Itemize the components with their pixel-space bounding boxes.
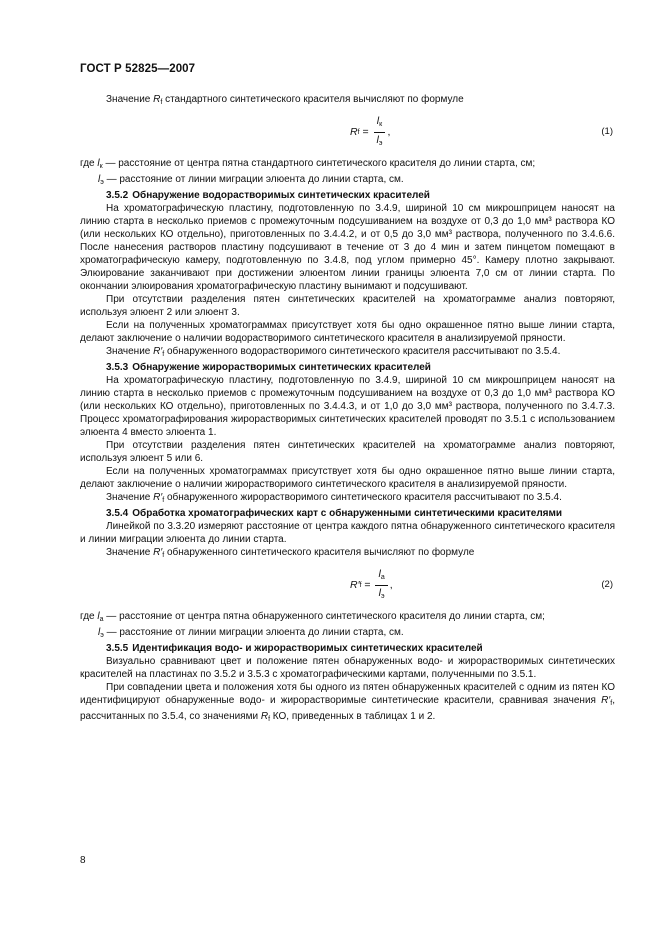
paragraph: Значение $R'_f$ обнаруженного водорастворимого синтетического красителя рассчитывают по 3.5.4.	[106, 346, 561, 358]
paragraph: При отсутствии разделения пятен синтетических красителей на хроматограмме анализ повторяют, используя элюент 5 или 6.	[80, 440, 615, 464]
paragraph: На хроматографическую пластину, подготовленную по 3.4.9, шириной 10 см микрошприцем наносят на линию старта в несколько приемов с промежуточным подсушиванием на воздухе от 0,3 до 1,0 мм³ раствора КО (или нескольких КО отдельно), приготовленных по 3.4.4.2, и от 0,5 до 3,0 мм³ раствора, полученного по 3.4.6.6. После нанесения растворов пластину подсушивают в течение от 3 до 4 мин и затем пинцетом помещают в хроматографическую камеру, подготовленную по 3.4.8, под углом примерно 45°. Камеру плотно закрывают. Элюирование заканчивают при достижении элюентом линии границы элюента 7,0 см от линии старта. По окончании элюирования хроматографическую пластину вынимают и подсушивают.	[80, 203, 615, 292]
fraction: $\frac{l_a}{l_э}$	[375, 568, 387, 603]
fraction: $\frac{l_к}{l_э}$	[374, 115, 386, 150]
paragraph: Значение $R'_f$ обнаруженного синтетического красителя вычисляют по формуле	[106, 547, 475, 559]
where-line: $l_э$ — расстояние от линии миграции элюента до линии старта, см.	[98, 627, 404, 639]
section-heading-3-5-3: 3.5.3 Обнаружение жирорастворимых синтетических красителей	[106, 362, 431, 373]
paragraph: При совпадении цвета и положения хотя бы одного из пятен обнаруженных красителей с одним из пятен КО идентифицируют обнаруженные водо- и жирорастворимые синтетические красители, сравнивая значения $R'_f$, рассчитанных по 3.5.4, со значениями $R_f$ КО, приведенных в таблицах 1 и 2.	[80, 682, 615, 723]
section-heading-3-5-5: 3.5.5 Идентификация водо- и жирорастворимых синтетических красителей	[106, 643, 483, 654]
paragraph: На хроматографическую пластину, подготовленную по 3.4.9, шириной 10 см микрошприцем наносят на линию старта в несколько приемов с промежуточным подсушиванием на воздухе от 0,3 до 1,0 мм³ раствора КО (или нескольких КО отдельно), приготовленных по 3.4.4.3, и от 1,0 до 3,0 мм³ раствора, полученного по 3.4.7.3. Процесс хроматографирования жирорастворимых синтетических красителей проводят по 3.5.1 с использованием элюента 4 вместо элюента 1.	[80, 375, 615, 438]
formula-1: R f = $\frac{l_к}{l_э}$ , (1)	[80, 113, 615, 153]
document-header: ГОСТ Р 52825—2007	[80, 63, 196, 75]
paragraph: Если на полученных хроматограммах присутствует хотя бы одно окрашенное пятно выше линии старта, делают заключение о наличии водорастворимого синтетического красителя в анализируемой пряности.	[80, 320, 615, 344]
section-heading-3-5-2: 3.5.2 Обнаружение водорастворимых синтетических красителей	[106, 190, 430, 201]
paragraph: Визуально сравнивают цвет и положение пятен обнаруженных водо- и жирорастворимых синтетических красителей на пластинах по 3.5.2 и 3.5.3 с хроматографическими картами, полученными по 3.5.1.	[80, 656, 615, 680]
formula-2: R′ f = $\frac{l_a}{l_э}$ , (2)	[80, 566, 615, 606]
equation-number: (1)	[601, 126, 613, 137]
section-heading-3-5-4: 3.5.4 Обработка хроматографических карт с обнаруженными синтетическими красителями	[106, 508, 563, 519]
where-line: где $l_к$ — расстояние от центра пятна стандартного синтетического красителя до линии старта, см;	[80, 158, 536, 170]
paragraph: Линейкой по 3.3.20 измеряют расстояние от центра каждого пятна обнаруженного синтетического красителя и линии миграции элюента до линии старта.	[80, 521, 615, 545]
where-line: $l_э$ — расстояние от линии миграции элюента до линии старта, см.	[98, 174, 404, 186]
paragraph: Если на полученных хроматограммах присутствует хотя бы одно окрашенное пятно выше линии старта, делают заключение о наличии жирорастворимого синтетического красителя в анализируемой пряности.	[80, 466, 615, 490]
where-line: где $l_a$ — расстояние от центра пятна обнаруженного синтетического красителя до линии старта, см;	[80, 611, 545, 623]
document-body	[80, 93, 615, 726]
equation-number: (2)	[601, 579, 613, 590]
paragraph: Значение $R'_f$ обнаруженного жирорастворимого синтетического красителя рассчитывают по 3.5.4.	[106, 492, 562, 504]
intro-paragraph: Значение $R_f$ стандартного синтетического красителя вычисляют по формуле	[106, 94, 464, 106]
paragraph: При отсутствии разделения пятен синтетических красителей на хроматограмме анализ повторяют, используя элюент 2 или элюент 3.	[80, 294, 615, 318]
page-number: 8	[80, 855, 86, 866]
